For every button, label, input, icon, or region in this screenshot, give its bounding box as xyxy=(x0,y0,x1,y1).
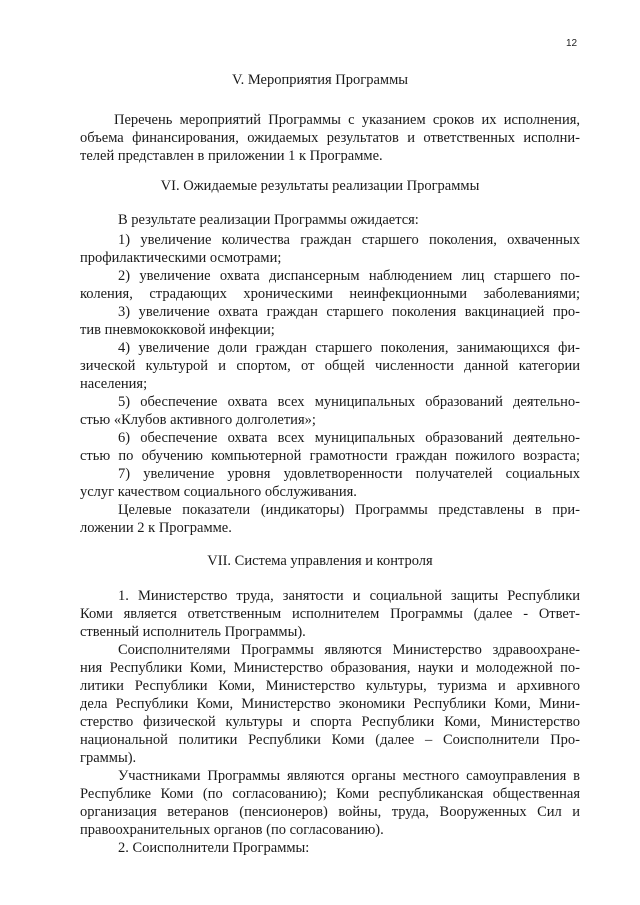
result-4-line-2: зической культурой и спортом, от общей численности данной категории xyxy=(80,358,580,374)
participants-line-4: правоохранительных органов (по согласованию). xyxy=(80,822,384,838)
coexecutors-line-7: граммы). xyxy=(80,750,137,766)
result-6-line-2: стью по обучению компьютерной грамотности граждан пожилого возраста; xyxy=(80,448,580,464)
participants-line-2: Республике Коми (по согласованию); Коми республиканская общественная xyxy=(80,786,580,802)
coexecutors-line-4: дела Республики Коми, Министерство экономики Республики Коми, Мини- xyxy=(80,696,580,712)
section-5-heading: V. Мероприятия Программы xyxy=(231,72,409,88)
coexecutors-line-5: стерство физической культуры и спорта Республики Коми, Министерство xyxy=(80,714,580,730)
result-7-line-1: 7) увеличение уровня удовлетворенности получателей социальных xyxy=(118,466,580,482)
page-number: 12 xyxy=(566,38,578,49)
coexecutors-line-1: Соисполнителями Программы являются Министерство здравоохране- xyxy=(118,642,580,658)
section-5-line-3: телей представлен в приложении 1 к Программе. xyxy=(80,148,383,164)
result-3-line-1: 3) увеличение охвата граждан старшего поколения вакцинацией про- xyxy=(118,304,580,320)
result-3-line-2: тив пневмококковой инфекции; xyxy=(80,322,275,338)
section-6-heading: VI. Ожидаемые результаты реализации Программы xyxy=(160,178,480,194)
control-2-line-1: 2. Соисполнители Программы: xyxy=(118,840,310,856)
control-1-line-3: ственный исполнитель Программы). xyxy=(80,624,306,640)
control-1-line-1: 1. Министерство труда, занятости и социальной защиты Республики xyxy=(118,588,580,604)
result-4-line-1: 4) увеличение доли граждан старшего поколения, занимающихся фи- xyxy=(118,340,580,356)
result-7-line-2: услуг качеством социального обслуживания. xyxy=(80,484,357,500)
section-5-line-2: объема финансирования, ожидаемых результатов и ответственных исполни- xyxy=(80,130,580,146)
section-5-line-1: Перечень мероприятий Программы с указанием сроков их исполнения, xyxy=(114,112,580,128)
coexecutors-line-6: национальной политики Республики Коми (далее – Соисполнители Про- xyxy=(80,732,580,748)
result-4-line-3: населения; xyxy=(80,376,148,392)
indicators-line-2: ложении 2 к Программе. xyxy=(80,520,232,536)
result-2-line-2: коления, страдающих хроническими неинфекционными заболеваниями; xyxy=(80,286,580,302)
result-1-line-1: 1) увеличение количества граждан старшего поколения, охваченных xyxy=(118,232,580,248)
result-6-line-1: 6) обеспечение охвата всех муниципальных образований деятельно- xyxy=(118,430,580,446)
result-5-line-1: 5) обеспечение охвата всех муниципальных образований деятельно- xyxy=(118,394,580,410)
control-1-line-2: Коми является ответственным исполнителем Программы (далее - Ответ- xyxy=(80,606,580,622)
indicators-line-1: Целевые показатели (индикаторы) Программы представлены в при- xyxy=(118,502,580,518)
coexecutors-line-2: ния Республики Коми, Министерство образования, науки и молодежной по- xyxy=(80,660,580,676)
result-5-line-2: стью «Клубов активного долголетия»; xyxy=(80,412,316,428)
participants-line-1: Участниками Программы являются органы местного самоуправления в xyxy=(118,768,580,784)
participants-line-3: организация ветеранов (пенсионеров) войны, труда, Вооруженных Сил и xyxy=(80,804,580,820)
result-1-line-2: профилактическими осмотрами; xyxy=(80,250,282,266)
section-6-intro: В результате реализации Программы ожидается: xyxy=(118,212,419,228)
section-7-heading: VII. Система управления и контроля xyxy=(207,553,433,569)
result-2-line-1: 2) увеличение охвата диспансерным наблюдением лиц старшего по- xyxy=(118,268,580,284)
coexecutors-line-3: литики Республики Коми, Министерство культуры, туризма и архивного xyxy=(80,678,580,694)
